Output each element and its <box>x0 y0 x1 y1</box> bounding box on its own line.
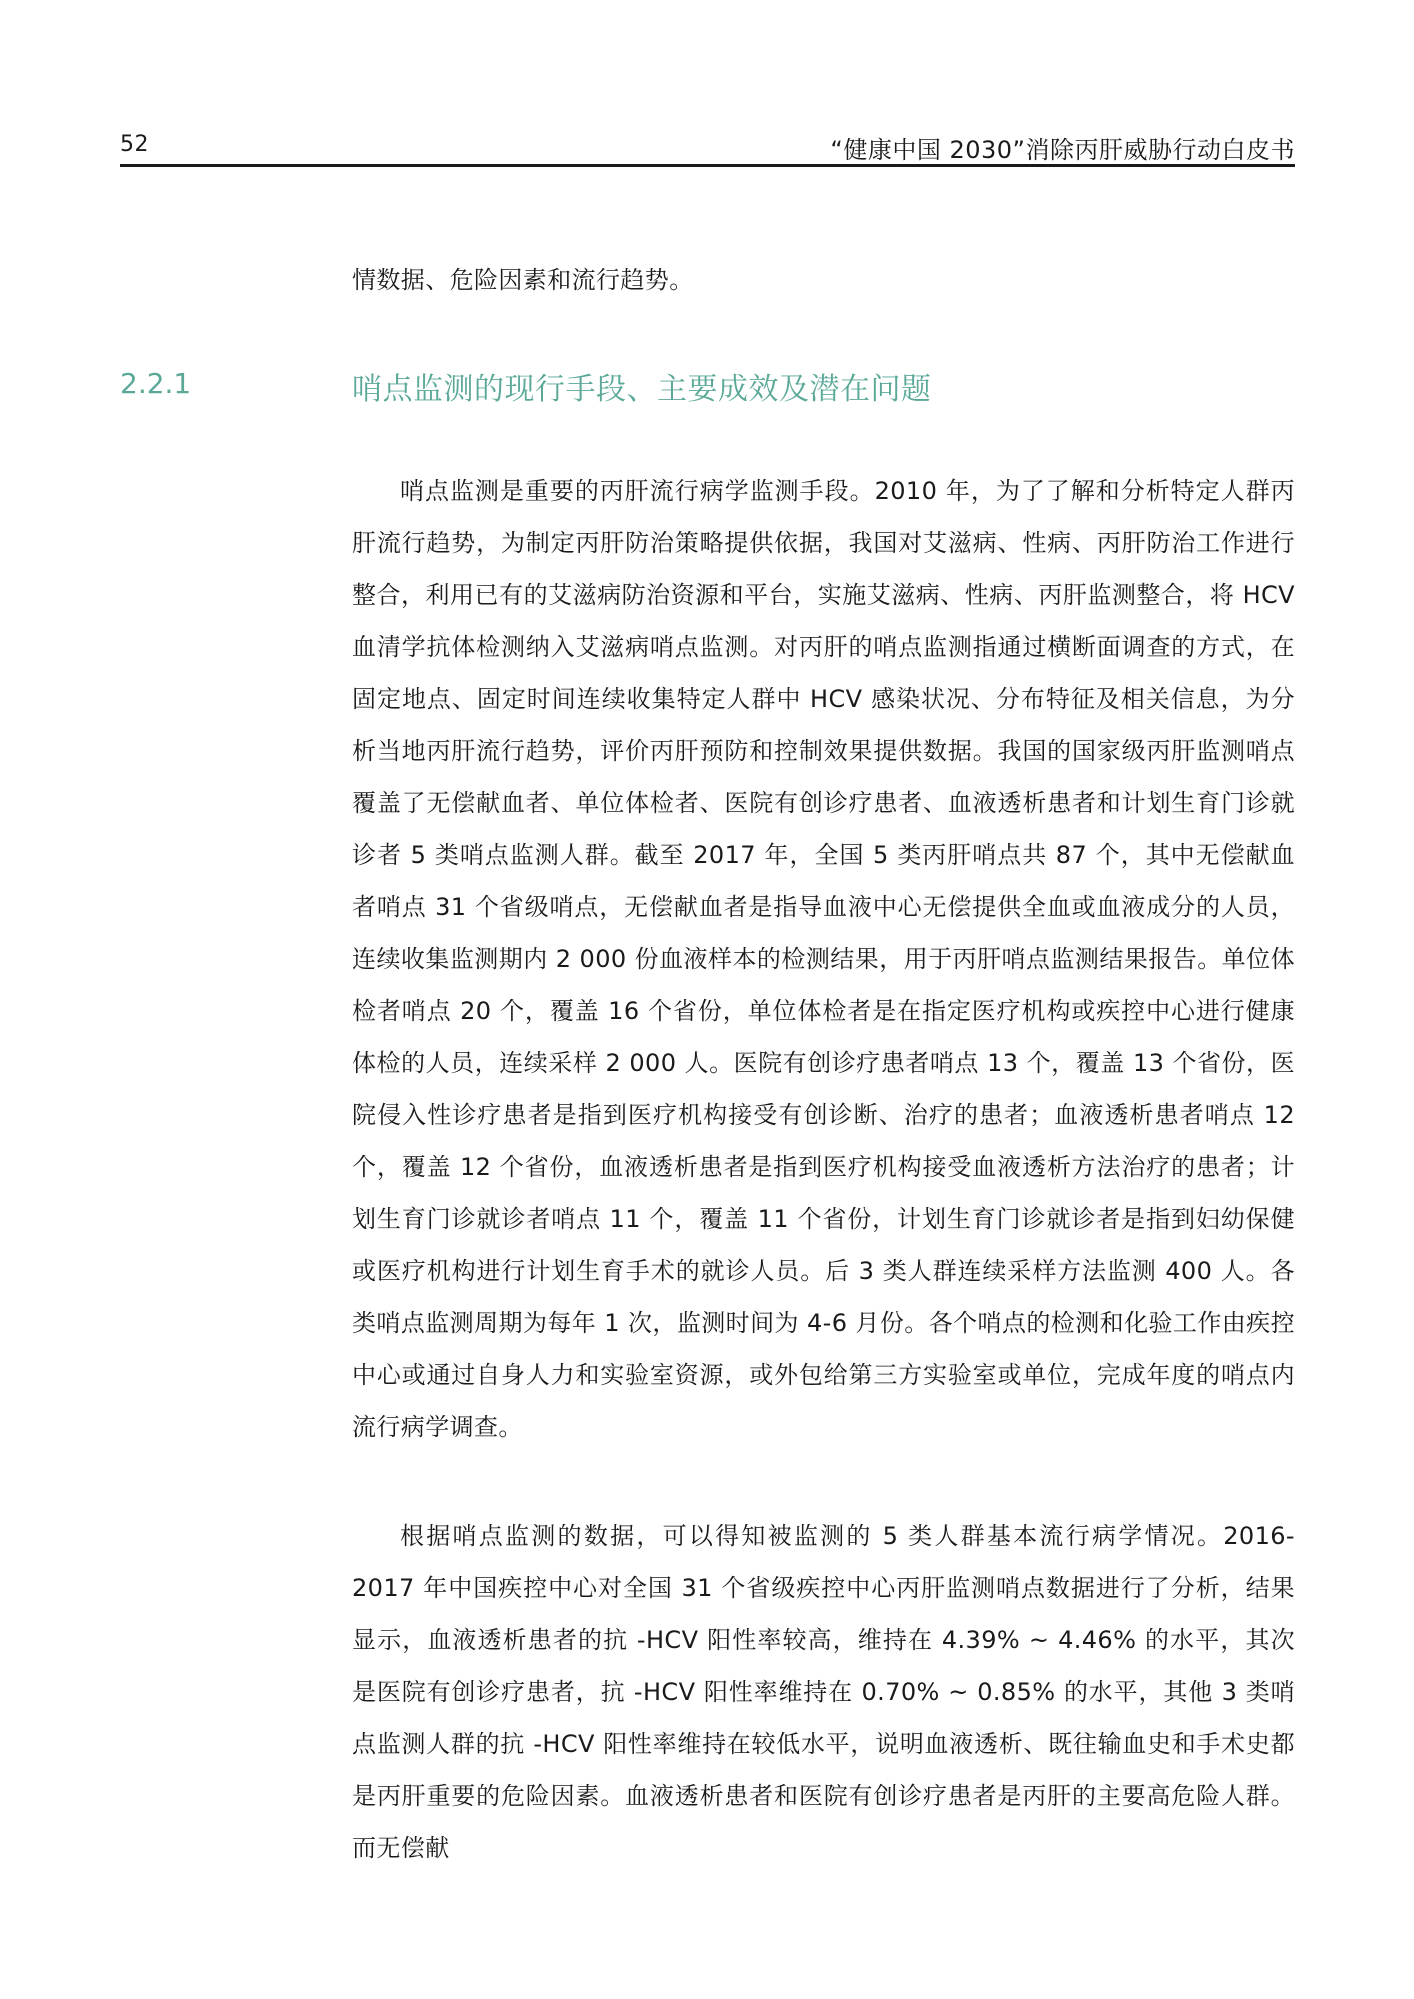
page-number: 52 <box>120 132 149 157</box>
page-header <box>120 128 1295 168</box>
running-title: “健康中国 2030”消除丙肝威胁行动白皮书 <box>830 136 1295 164</box>
paragraph-text: 根据哨点监测的数据，可以得知被监测的 5 类人群基本流行病学情况。2016-2017 年中国疾控中心对全国 31 个省级疾控中心丙肝监测哨点数据进行了分析，结果显示，血液透析患者的抗 -HCV 阳性率较高，维持在 4.39% ~ 4.46% 的水平，其次是医院有创诊疗患者，抗 -HCV 阳性率维持在 0.70% ~ 0.85% 的水平，其他 3 类哨点监测人群的抗 -HCV 阳性率维持在较低水平，说明血液透析、既往输血史和手术史都是丙肝重要的危险因素。血液透析患者和医院有创诊疗患者是丙肝的主要高危险人群。而无偿献 <box>352 1522 1295 1862</box>
body-paragraph <box>352 465 1295 1453</box>
section-number: 2.2.1 <box>120 367 192 400</box>
continued-text: 情数据、危险因素和流行趋势。 <box>352 266 694 294</box>
body-paragraph <box>352 1510 1295 1874</box>
paragraph-text: 哨点监测是重要的丙肝流行病学监测手段。2010 年，为了了解和分析特定人群丙肝流行趋势，为制定丙肝防治策略提供依据，我国对艾滋病、性病、丙肝防治工作进行整合，利用已有的艾滋病防治资源和平台，实施艾滋病、性病、丙肝监测整合，将 HCV 血清学抗体检测纳入艾滋病哨点监测。对丙肝的哨点监测指通过横断面调查的方式，在固定地点、固定时间连续收集特定人群中 HCV 感染状况、分布特征及相关信息，为分析当地丙肝流行趋势，评价丙肝预防和控制效果提供数据。我国的国家级丙肝监测哨点覆盖了无偿献血者、单位体检者、医院有创诊疗患者、血液透析患者和计划生育门诊就诊者 5 类哨点监测人群。截至 2017 年，全国 5 类丙肝哨点共 87 个，其中无偿献血者哨点 31 个省级哨点，无偿献血者是指导血液中心无偿提供全血或血液成分的人员，连续收集监测期内 2 000 份血液样本的检测结果，用于丙肝哨点监测结果报告。单位体检者哨点 20 个，覆盖 16 个省份，单位体检者是在指定医疗机构或疾控中心进行健康体检的人员，连续采样 2 000 人。医院有创诊疗患者哨点 13 个，覆盖 13 个省份，医院侵入性诊疗患者是指到医疗机构接受有创诊断、治疗的患者；血液透析患者哨点 12 个，覆盖 12 个省份，血液透析患者是指到医疗机构接受血液透析方法治疗的患者；计划生育门诊就诊者哨点 11 个，覆盖 11 个省份，计划生育门诊就诊者是指到妇幼保健或医疗机构进行计划生育手术的就诊人员。后 3 类人群连续采样方法监测 400 人。各类哨点监测周期为每年 1 次，监测时间为 4-6 月份。各个哨点的检测和化验工作由疾控中心或通过自身人力和实验室资源，或外包给第三方实验室或单位，完成年度的哨点内流行病学调查。 <box>352 477 1295 1441</box>
section-title: 哨点监测的现行手段、主要成效及潜在问题 <box>352 372 932 407</box>
header-divider <box>120 164 1295 167</box>
